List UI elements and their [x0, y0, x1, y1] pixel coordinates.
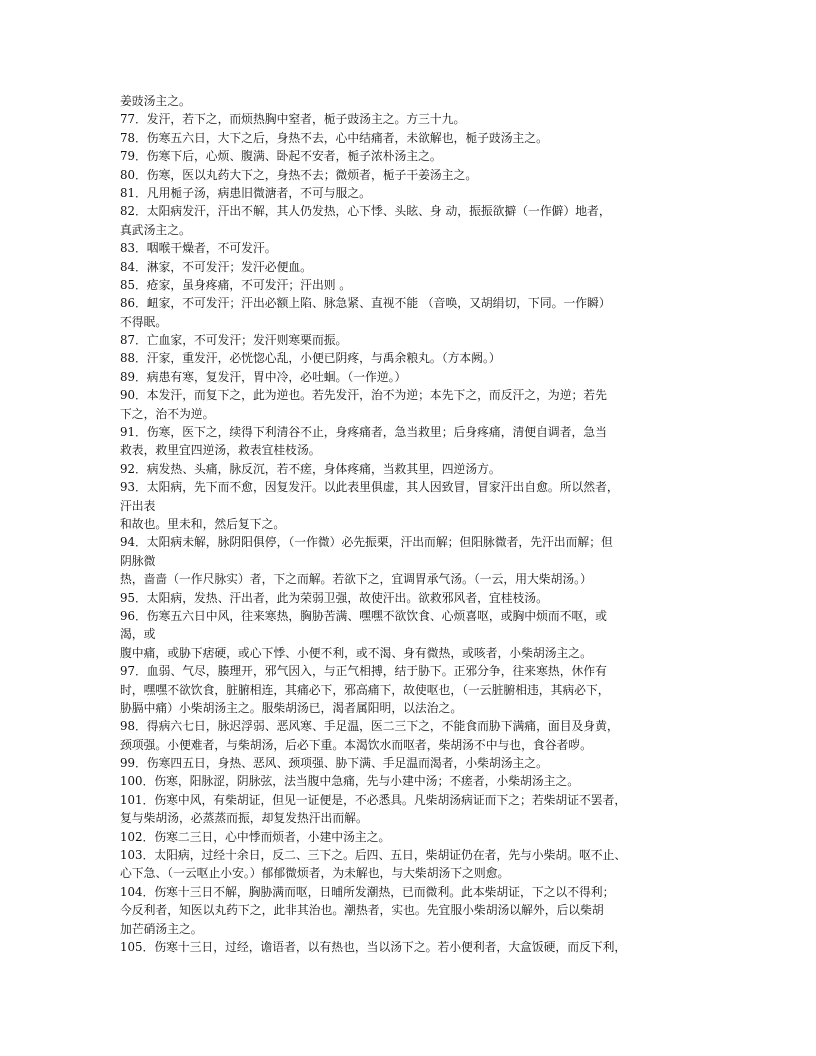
text-line: 复与柴胡汤，必蒸蒸而振，却复发热汗出而解。	[120, 811, 368, 826]
text-line: 95．太阳病，发热、汗出者，此为荣弱卫强，故使汗出。欲救邪风者，宜桂枝汤。	[120, 590, 548, 605]
text-line: 加芒硝汤主之。	[120, 921, 203, 936]
text-line: 97．血弱、气尽，腠理开，邪气因入，与正气相搏，结于胁下。正邪分争，往来寒热，休作有	[120, 664, 607, 679]
text-line: 救表，救里宜四逆汤，救表宜桂枝汤。	[120, 443, 321, 458]
text-line: 心下急、（一云呕止小安。）郁郁微烦者，为未解也，与大柴胡汤下之则愈。	[120, 866, 510, 881]
text-line: 85．疮家，虽身疼痛，不可发汗；汗出则 。	[120, 277, 352, 292]
text-line: 102．伤寒二三日，心中悸而烦者，小建中汤主之。	[120, 829, 391, 844]
text-line: 86．衄家，不可发汗；汗出必额上陷、脉急紧、直视不能 （音唤，又胡绢切，下同。一作瞬）	[120, 296, 611, 311]
text-line: 103．太阳病，过经十余日，反二、三下之。后四、五日，柴胡证仍在者，先与小柴胡。呕不止、	[120, 848, 627, 863]
text-line: 91．伤寒，医下之，续得下利清谷不止，身疼痛者，急当救里；后身疼痛，清便自调者，急当	[120, 425, 607, 440]
text-line: 渴，或	[120, 627, 156, 642]
text-line: 81．凡用栀子汤，病患旧微溏者，不可与服之。	[120, 185, 371, 200]
text-line: 82．太阳病发汗，汗出不解，其人仍发热，心下悸、头眩、身 动，振振欲擗（一作僻）地者，	[120, 204, 611, 219]
text-line: 热，啬啬（一作尺脉实）者，下之而解。若欲下之，宜调胃承气汤。（一云，用大柴胡汤。）	[120, 572, 592, 587]
text-line: 93．太阳病，先下而不愈，因复发汗。以此表里俱虚，其人因致冒，冒家汗出自愈。所以然者，	[120, 480, 619, 495]
text-line: 92．病发热、头痛，脉反沉，若不瘥，身体疼痛，当救其里，四逆汤方。	[120, 461, 501, 476]
text-line: 和故也。里未和，然后复下之。	[120, 516, 286, 531]
text-line: 下之，治不为逆。	[120, 406, 215, 421]
text-line: 94．太阳病未解，脉阴阳俱停，（一作微）必先振栗，汗出而解；但阳脉微者，先汗出而解；但	[120, 535, 613, 550]
text-line: 88．汗家，重发汗，必恍惚心乱，小便已阴疼，与禹余粮丸。（方本阙。）	[120, 351, 501, 366]
text-line: 84．淋家，不可发汗；发汗必便血。	[120, 259, 312, 274]
text-line: 阴脉微	[120, 553, 156, 568]
text-line: 今反利者，知医以丸药下之，此非其治也。潮热者，实也。先宜服小柴胡汤以解外，后以柴胡	[120, 903, 604, 918]
text-line: 101．伤寒中风，有柴胡证，但见一证便是，不必悉具。凡柴胡汤病证而下之；若柴胡证不罢者，	[120, 792, 627, 807]
text-line: 105．伤寒十三日，过经，谵语者，以有热也，当以汤下之。若小便利者，大盒饭硬，而反下利，	[120, 939, 627, 954]
text-line: 96．伤寒五六日中风，往来寒热，胸胁苦满、嘿嘿不欲饮食、心烦喜呕，或胸中烦而不呕，或	[120, 608, 607, 623]
text-line: 80．伤寒，医以丸药大下之，身热不去；微烦者，栀子干姜汤主之。	[120, 167, 478, 182]
text-line: 颈项强。小便难者，与柴胡汤，后必下重。本渴饮水而呕者，柴胡汤不中与也，食谷者哕。	[120, 737, 592, 752]
text-line: 87．亡血家，不可发汗；发汗则寒栗而振。	[120, 333, 348, 348]
document-body	[120, 92, 700, 956]
text-line: 98．得病六七日，脉迟浮弱、恶风寒、手足温，医二三下之，不能食而胁下满痛，面目及身黄，	[120, 719, 619, 734]
text-line: 100．伤寒，阳脉涩，阴脉弦，法当腹中急痛，先与小建中汤；不瘥者，小柴胡汤主之。	[120, 774, 580, 789]
text-line: 78．伤寒五六日，大下之后，身热不去，心中结痛者，未欲解也，栀子豉汤主之。	[120, 130, 548, 145]
text-line: 真武汤主之。	[120, 222, 191, 237]
text-line: 腹中痛，或胁下痞硬，或心下悸、小便不利，或不渴、身有微热，或咳者，小柴胡汤主之。	[120, 645, 592, 660]
text-line: 99．伤寒四五日，身热、恶风、颈项强、胁下满、手足温而渴者，小柴胡汤主之。	[120, 756, 548, 771]
text-line: 89．病患有寒，复发汗，胃中冷，必吐蛔。（一作逆。）	[120, 369, 407, 384]
text-line: 不得眠。	[120, 314, 168, 329]
text-line: 90．本发汗，而复下之，此为逆也。若先发汗，治不为逆；本先下之，而反汗之，为逆；若先	[120, 388, 607, 403]
text-line: 104．伤寒十三日不解，胸胁满而呕，日晡所发潮热，已而微利。此本柴胡证，下之以不得利；	[120, 884, 615, 899]
text-line: 胁膈中痛）小柴胡汤主之。服柴胡汤已，渴者属阳明，以法治之。	[120, 700, 463, 715]
text-line: 83．咽喉干燥者，不可发汗。	[120, 241, 277, 256]
text-line: 77．发汗，若下之，而烦热胸中窒者，栀子豉汤主之。方三十九。	[120, 112, 466, 127]
text-line: 汗出表	[120, 498, 156, 513]
text-line: 时，嘿嘿不欲饮食，脏腑相连，其痛必下，邪高痛下，故使呕也，（一云脏腑相违，其病必下，	[120, 682, 610, 697]
text-line: 79．伤寒下后，心烦、腹满、卧起不安者，栀子浓朴汤主之。	[120, 149, 442, 164]
text-line: 姜豉汤主之。	[120, 94, 191, 108]
